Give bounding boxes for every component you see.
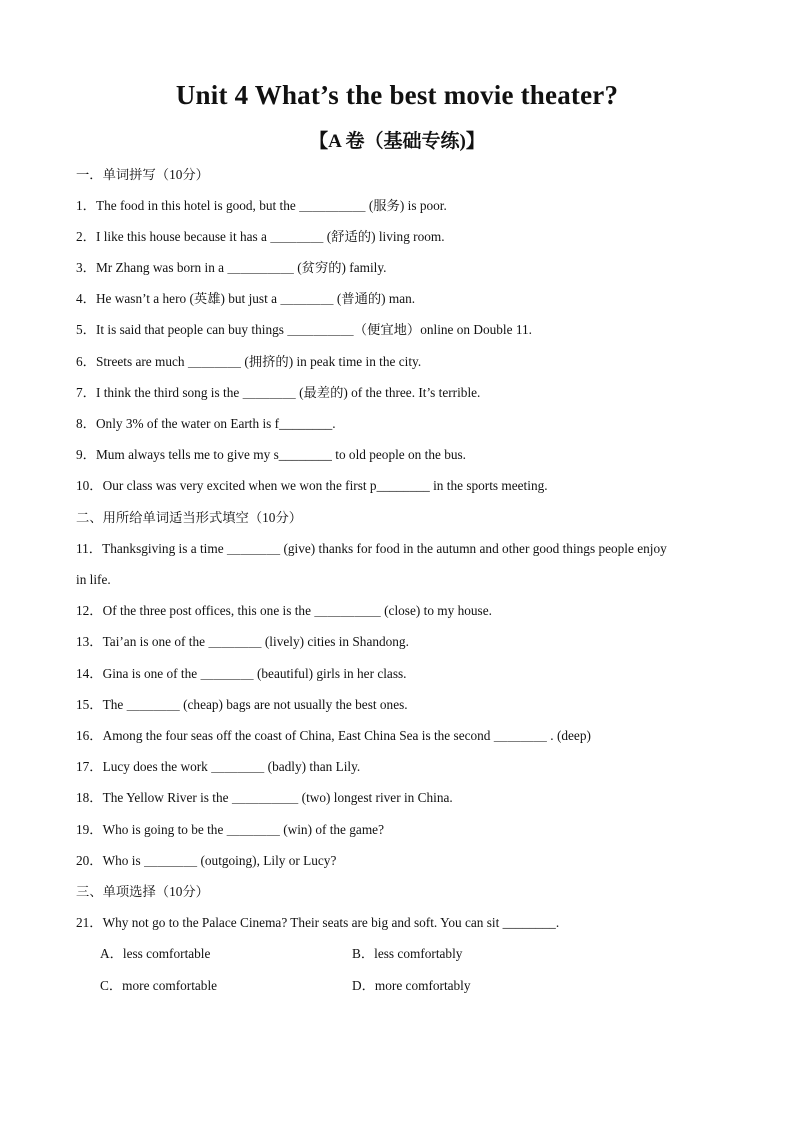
question-11-continuation: in life. (76, 572, 111, 587)
section-heading-word-forms: 二、用所给单词适当形式填空（10分） (76, 510, 303, 525)
question-12: 12．Of the three post offices, this one is the ＿＿＿＿＿ (close) to my house. (76, 603, 492, 618)
question-11: 11．Thanksgiving is a time ＿＿＿＿ (give) thanks for food in the autumn and other good things people enjoy (76, 541, 667, 556)
question-10: 10．Our class was very excited when we won the first p________ in the sports meeting. (76, 478, 548, 493)
question-8: 8．Only 3% of the water on Earth is f________. (76, 416, 336, 431)
question-3: 3．Mr Zhang was born in a ＿＿＿＿＿ (贫穷的) family. (76, 260, 387, 275)
option-d: D．more comfortably (352, 978, 471, 993)
option-b: B．less comfortably (352, 946, 463, 961)
question-15: 15．The ＿＿＿＿ (cheap) bags are not usually the best ones. (76, 697, 408, 712)
question-7: 7．I think the third song is the ＿＿＿＿ (最差的) of the three. It’s terrible. (76, 385, 481, 400)
question-4: 4．He wasn’t a hero (英雄) but just a ＿＿＿＿ (普通的) man. (76, 291, 416, 306)
question-1: 1．The food in this hotel is good, but the ＿＿＿＿＿ (服务) is poor. (76, 198, 447, 213)
page-subtitle: 【A 卷（基础专练)】 (309, 131, 485, 152)
question-6: 6．Streets are much ＿＿＿＿ (拥挤的) in peak time in the city. (76, 354, 422, 369)
question-17: 17．Lucy does the work ＿＿＿＿ (badly) than Lily. (76, 759, 361, 774)
question-20: 20．Who is ＿＿＿＿ (outgoing), Lily or Lucy? (76, 853, 337, 868)
option-c: C．more comfortable (100, 978, 218, 993)
section-heading-spelling: 一．单词拼写（10分） (76, 167, 209, 182)
question-19: 19．Who is going to be the ＿＿＿＿ (win) of the game? (76, 822, 384, 837)
question-16: 16．Among the four seas off the coast of China, East China Sea is the second ＿＿＿＿ . (deep) (76, 728, 591, 743)
question-2: 2．I like this house because it has a ＿＿＿＿ (舒适的) living room. (76, 229, 445, 244)
question-13: 13．Tai’an is one of the ＿＿＿＿ (lively) cities in Shandong. (76, 634, 409, 649)
option-a: A．less comfortable (100, 946, 211, 961)
question-18: 18．The Yellow River is the ＿＿＿＿＿ (two) longest river in China. (76, 790, 453, 805)
question-5: 5．It is said that people can buy things ＿＿＿＿＿（便宜地）online on Double 11. (76, 322, 532, 337)
question-14: 14．Gina is one of the ＿＿＿＿ (beautiful) girls in her class. (76, 666, 407, 681)
page-title: Unit 4 What’s the best movie theater? (175, 80, 619, 110)
question-9: 9．Mum always tells me to give my s________ to old people on the bus. (76, 447, 467, 462)
question-21: 21．Why not go to the Palace Cinema? Their seats are big and soft. You can sit ________. (76, 915, 560, 930)
section-heading-multiple-choice: 三、单项选择（10分） (76, 884, 209, 899)
